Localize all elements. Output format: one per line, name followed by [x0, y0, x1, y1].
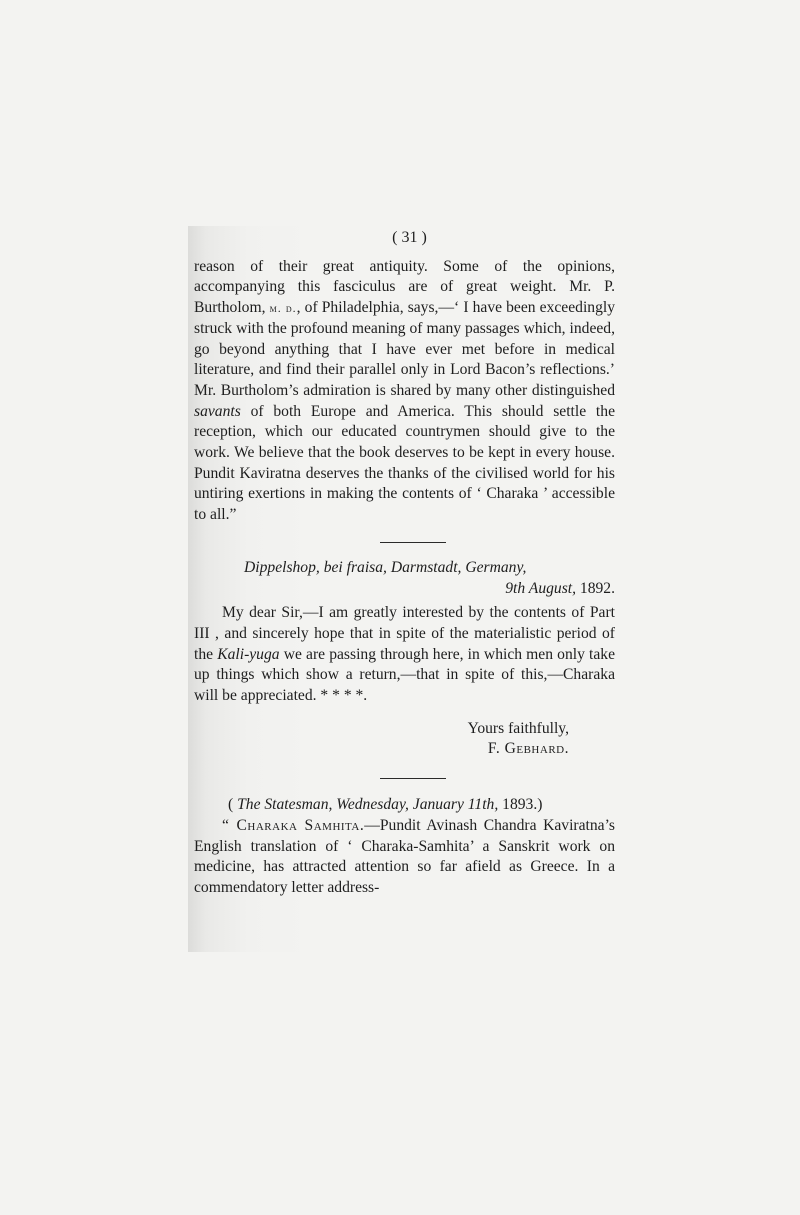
- letter-date: 9th August,: [505, 579, 577, 597]
- review-text-2: , of Philadelphia, says,—‘ I have been exceedingly struck with the profound meaning of many passages which, indeed, go beyond anything that I have ever met before in medical literature, and find their parallel only in Lord Bacon’s reflections.’ Mr. Burtholom’s admiration is shared by many other distinguished: [194, 299, 616, 399]
- savants-word: savants: [194, 402, 241, 420]
- letter-dateline-date: [194, 579, 615, 600]
- letter-body-1: My dear Sir,—I am greatly interested by the contents of Part III , and sincerely hope that in spite of the materialistic period of the: [194, 604, 615, 663]
- source-open: (: [228, 796, 238, 814]
- newspaper-source: [194, 795, 615, 816]
- letter-year: 1892.: [576, 579, 615, 597]
- review-text-1: reason of their great antiquity. Some of the opinions, accompanying this fasciculus are of great weight. Mr. P. Burtholom,: [194, 257, 615, 317]
- letter-dateline-place: Dippelshop, bei fraisa, Darmstadt, Germany,: [244, 558, 527, 576]
- article-body: —Pundit Avinash Chandra Kaviratna’s English translation of ‘ Charaka-Samhita’ a Sanskrit work on medicine, has attracted attention so far afield as Greece. In a commendatory letter address-: [194, 816, 615, 896]
- letter-signature: F. Gebhard.: [487, 740, 569, 758]
- letter-body-2: we are passing through here, in which men only take up things which show a return,—that in spite of this,—Charaka will be appreciated. * * * *.: [194, 645, 615, 705]
- newspaper-article: [194, 816, 615, 899]
- letter-closing: Yours faithfully,: [467, 719, 569, 737]
- section-divider: [380, 542, 446, 543]
- kali-yuga-term: Kali-yuga: [217, 645, 280, 663]
- newspaper-year: 1893.): [498, 796, 543, 814]
- review-text-3: of both Europe and America. This should settle the reception, which our educated countrymen should give to the work. We believe that the book deserves to be kept in every house. Pundit Kaviratna deserves the thanks of the civilised world for his untiring exertions in making the contents of ‘ Charaka ’ accessible to all.”: [194, 402, 615, 524]
- md-abbreviation: m. d.: [269, 301, 297, 316]
- article-heading: “ Charaka Samhita.: [222, 816, 365, 834]
- section-divider-2: [380, 778, 446, 779]
- newspaper-name: The Statesman, Wednesday, January 11th,: [237, 796, 499, 814]
- page-text: [194, 228, 615, 899]
- page-number: ( 31 ): [392, 229, 427, 246]
- review-paragraph: [194, 257, 615, 526]
- letter-body: [194, 603, 615, 707]
